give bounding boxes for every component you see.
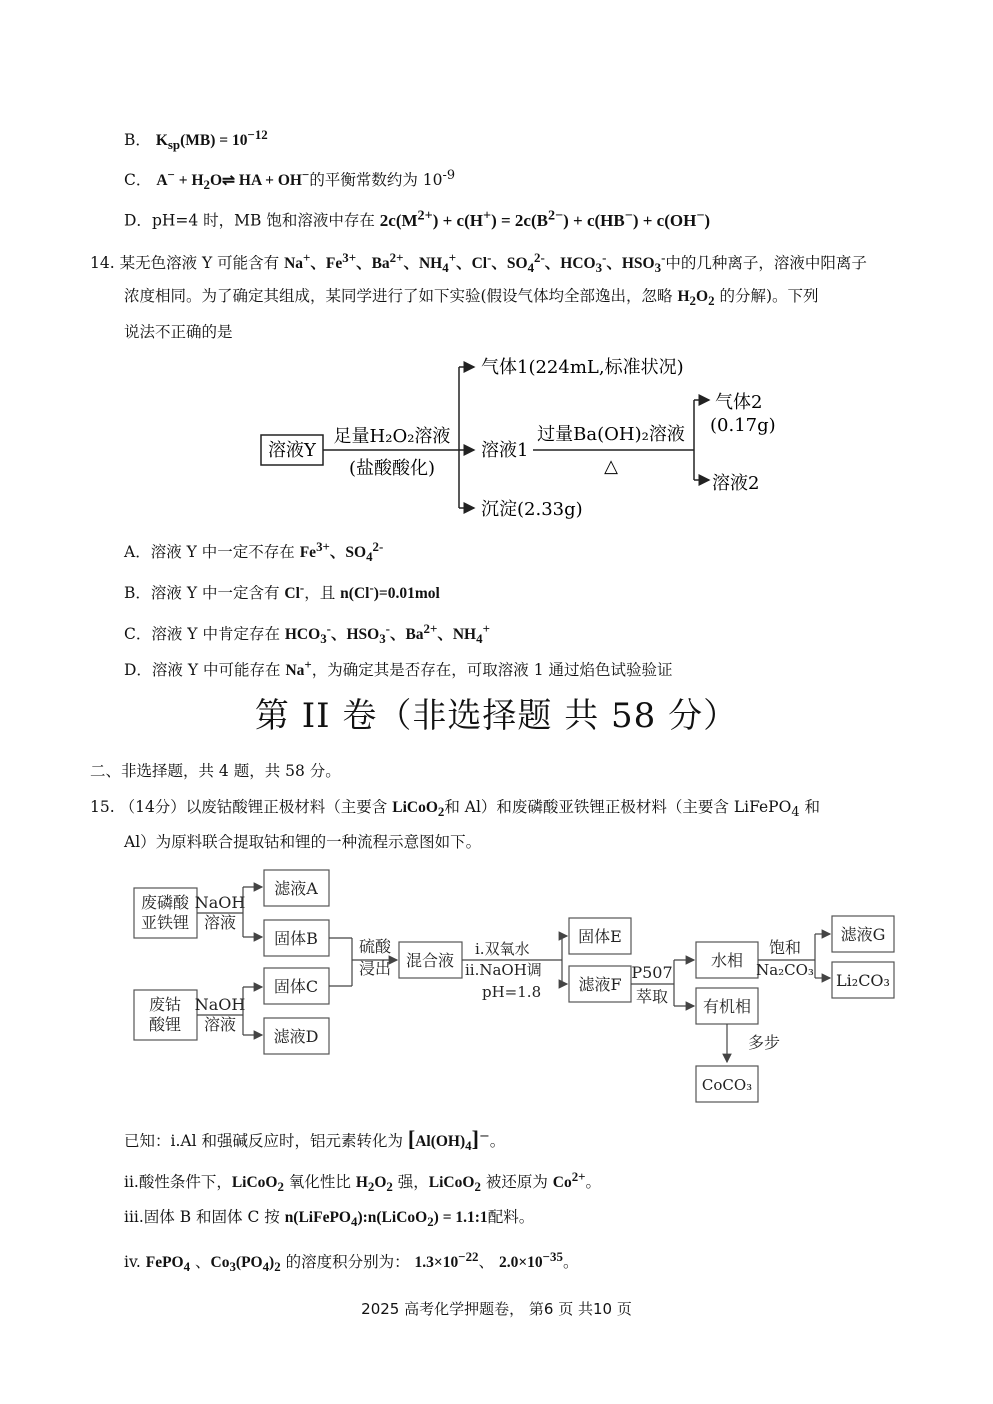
- ph-label: pH=1.8: [482, 983, 542, 1001]
- filtrate-f-label: 滤液F: [578, 975, 622, 994]
- solution1-label: 溶液1: [481, 440, 529, 461]
- solution-y-label: 溶液Y: [268, 440, 316, 461]
- step-i-label: i.双氧水: [475, 940, 530, 958]
- naoh-label-2: NaOH: [194, 995, 246, 1014]
- reagent1-bottom: (盐酸酸化): [348, 458, 436, 479]
- naoh-label: NaOH: [194, 893, 246, 912]
- q14-option-d: D．溶液 Y 中可能存在 Na+，为确定其是否存在，可取溶液 1 通过焰色试验验证: [124, 657, 673, 680]
- raw1-line2: 亚铁锂: [140, 913, 190, 932]
- reagent1-top: 足量H₂O₂溶液: [333, 426, 451, 447]
- aqueous-label: 水相: [710, 951, 744, 970]
- option-text: 的平衡常数约为 $10^{-9}$: [309, 168, 456, 190]
- hydrolysis-equation: $A^- + H_2O\rightleftharpoons$ HA + OH−: [156, 167, 310, 193]
- q14-stem-line3: 说法不正确的是: [124, 323, 233, 341]
- gas2-mass: (0.17g): [710, 415, 776, 436]
- q15-stem-line1: 15. （14分）以废钴酸锂正极材料（主要含 LiCoO$_2$和 Al）和废磷酸亚铁锂正极材料（主要含 LiFePO$_4$ 和: [90, 798, 820, 821]
- solid-b-label: 固体B: [274, 929, 318, 948]
- raw1-line1: 废磷酸: [140, 893, 190, 912]
- coco3-label: CoCO₃: [701, 1076, 753, 1094]
- page-footer: 2025 高考化学押题卷， 第6 页 共10 页: [361, 1300, 632, 1318]
- charge-balance-equation: $2c(M^{2+}) + c(H^+) = 2c(B^{2-}) + c(HB^-) + c(OH^-)$: [379, 207, 711, 230]
- filtrate-d-label: 滤液D: [273, 1027, 319, 1046]
- li2co3-label: Li₂CO₃: [836, 971, 890, 990]
- known-iv: iv. FePO$_4$ 、$Co_3(PO_4)_2$ 的溶度积分别为： $1.3\times 10^{-22}$、 $2.0\times 10^{-35}$。: [124, 1249, 579, 1275]
- section-heading: 二、非选择题，共 4 题，共 58 分。: [90, 762, 341, 780]
- q13-option-d: [124, 204, 710, 232]
- q13-option-b: [124, 124, 268, 156]
- leach-line1: 硫酸: [358, 937, 392, 956]
- raw2-line2: 酸锂: [148, 1015, 182, 1034]
- extract-label: 萃取: [635, 987, 669, 1006]
- heat-symbol: △: [604, 456, 618, 477]
- option-label: B．: [124, 131, 151, 150]
- organic-label: 有机相: [702, 997, 752, 1016]
- q14-option-b: B．溶液 Y 中一定含有 Cl-，且 n(Cl-)=0.01mol: [124, 580, 440, 603]
- q14-stem-line1: 14. 某无色溶液 Y 可能含有 Na+、$Fe^{3+}$、$Ba^{2+}$、$NH_4^+$、Cl-、$SO_4^{2-}$、$HCO_3^-$、$HSO_3^-$中的几种离子，溶液中阳离子: [90, 250, 867, 276]
- q14-stem-line2: 浓度相同。为了确定其组成，某同学进行了如下实验(假设气体均全部逸出，忽略 $H_2O_2$ 的分解)。下列: [124, 287, 819, 309]
- solution2-label: 溶液2: [712, 473, 760, 494]
- mixed-label: 混合液: [405, 951, 455, 970]
- solution-label: 溶液: [203, 913, 237, 932]
- ksp-formula: $K_{sp}(MB) = 10^{-12}$: [155, 127, 268, 153]
- option-label: C．: [124, 171, 152, 190]
- precipitate-label: 沉淀(2.33g): [481, 499, 583, 520]
- gas2-label: 气体2: [715, 392, 763, 413]
- step-ii-label: ii.NaOH调: [465, 961, 542, 979]
- q15-process-flowchart: [0, 860, 993, 1110]
- known-i: 已知：i.Al 和强碱反应时，铝元素转化为 $[Al(OH)_4]^-$。: [124, 1126, 506, 1154]
- q15-stem-line2: Al）为原料联合提取钴和锂的一种流程示意图如下。: [124, 833, 482, 851]
- option-text: pH=4 时，MB 饱和溶液中存在: [151, 211, 375, 230]
- raw2-line1: 废钴: [148, 995, 182, 1014]
- option-label: D．: [124, 211, 152, 230]
- leach-line2: 浸出: [358, 959, 392, 978]
- q13-option-c: [124, 164, 455, 196]
- q14-experiment-diagram: [0, 350, 993, 530]
- q14-option-a: A．溶液 Y 中一定不存在 $Fe^{3+}$、$SO_4^{2-}$: [124, 539, 384, 565]
- known-iii: iii.固体 B 和固体 C 按 n(LiFePO$_4$):n(LiCoO$_2$) = 1.1:1配料。: [124, 1208, 535, 1230]
- p507-label: P507: [631, 963, 673, 982]
- reagent2-label: 过量Ba(OH)₂溶液: [537, 424, 685, 445]
- filtrate-g-label: 滤液G: [840, 925, 886, 944]
- multistep-label: 多步: [748, 1033, 781, 1052]
- solution-label-2: 溶液: [203, 1015, 237, 1034]
- q14-option-c: C．溶液 Y 中肯定存在 $HCO_3^-$、$HSO_3^-$、$Ba^{2+}$、$NH_4^+$: [124, 621, 490, 647]
- saturated-label: 饱和: [768, 938, 802, 957]
- gas1-label: 气体1(224mL,标准状况): [481, 357, 684, 378]
- filtrate-a-label: 滤液A: [274, 879, 318, 898]
- known-ii: ii.酸性条件下，LiCoO$_2$ 氧化性比 $H_2O_2$ 强，LiCoO$_2$ 被还原为 $Co^{2+}$。: [124, 1169, 602, 1195]
- solid-c-label: 固体C: [273, 977, 319, 996]
- solid-e-label: 固体E: [578, 927, 622, 946]
- section-title: 第 II 卷（非选择题 共 58 分）: [254, 696, 739, 736]
- na2co3-label: Na₂CO₃: [756, 961, 814, 979]
